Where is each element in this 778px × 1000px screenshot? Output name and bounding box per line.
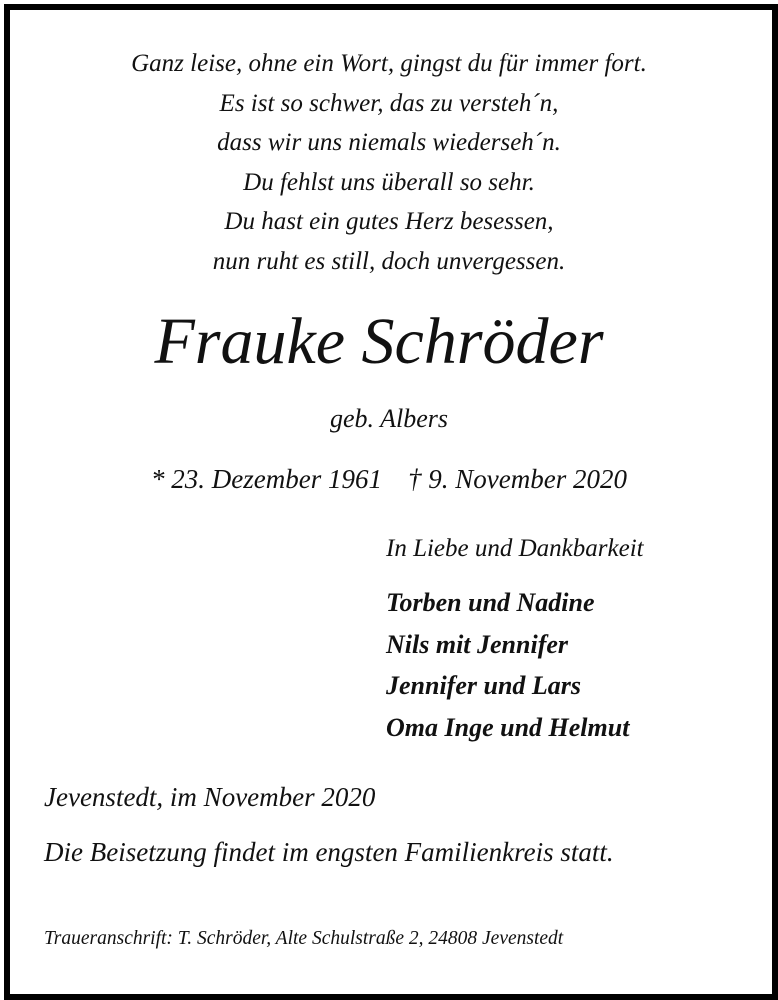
poem-line: Du hast ein gutes Herz besessen, (224, 208, 554, 235)
poem-line: Ganz leise, ohne ein Wort, gingst du für immer fort. (131, 50, 647, 77)
burial-note: Die Beisetzung findet im engsten Familienkreis statt. (44, 837, 614, 867)
death-date: † 9. November 2020 (408, 464, 627, 494)
poem (0, 44, 778, 281)
mourning-address: Traueranschrift: T. Schröder, Alte Schulstraße 2, 24808 Jevenstedt (44, 928, 564, 949)
maiden-name: geb. Albers (330, 404, 448, 433)
family-list (386, 582, 629, 748)
deceased-name: Frauke Schröder (154, 305, 604, 378)
poem-line: dass wir uns niemals wiederseh´n. (217, 129, 561, 156)
family-member: Nils mit Jennifer (386, 629, 569, 659)
family-member: Jennifer und Lars (386, 671, 582, 700)
birth-date: * 23. Dezember 1961 (151, 464, 382, 494)
life-dates (0, 461, 778, 497)
poem-line: Du fehlst uns überall so sehr. (243, 168, 535, 196)
place-date: Jevenstedt, im November 2020 (44, 782, 376, 812)
poem-line: nun ruht es still, doch unvergessen. (212, 247, 566, 275)
dedication: In Liebe und Dankbarkeit (386, 535, 644, 562)
family-member: Torben und Nadine (386, 588, 595, 617)
poem-line: Es ist so schwer, das zu versteh´n, (219, 89, 559, 117)
family-member: Oma Inge und Helmut (386, 712, 630, 742)
